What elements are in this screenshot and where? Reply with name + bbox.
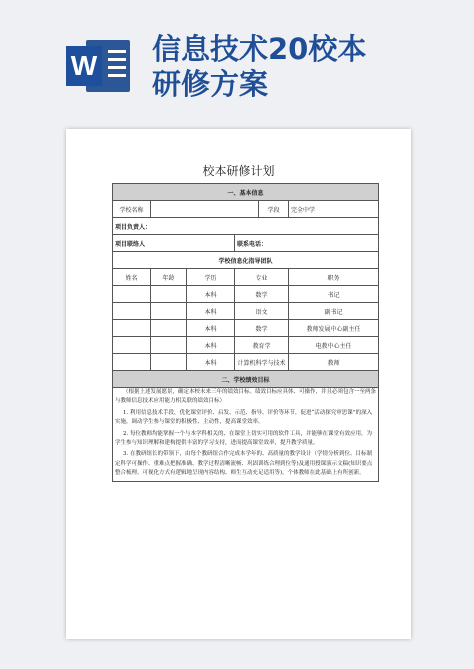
team-post: 电教中心主任: [289, 337, 379, 354]
project-contact-label: 项目联络人: [113, 235, 235, 252]
stage-label: 学段: [259, 201, 289, 218]
school-name-value: [151, 201, 259, 218]
team-edu: 本科: [187, 303, 235, 320]
team-edu: 本科: [187, 320, 235, 337]
stage-value: 完全中学: [289, 201, 379, 218]
team-post: 教师: [289, 354, 379, 371]
team-major: 语文: [235, 303, 289, 320]
goal-item: 2. 每位教师均能掌握一个与本学科相关的、在课堂上切实可用的软件工具，并能够在课堂有效应用，为学生参与知识理解和建构提供丰富的学习支持，进而提高课堂效率，提升教学质量。: [115, 430, 372, 447]
table-row: [113, 303, 379, 320]
table-row: [113, 286, 379, 303]
table-row: [113, 320, 379, 337]
team-major: 数学: [235, 286, 289, 303]
team-edu: 本科: [187, 354, 235, 371]
table-row: [113, 337, 379, 354]
document-preview: [66, 129, 411, 639]
team-header: 年龄: [151, 269, 187, 286]
team-edu: 本科: [187, 337, 235, 354]
goals-intro: （根据上述发展愿景，确定本校未来三年的绩效目标。绩效目标应具体、可操作，并且必须包含一至两条与教师信息技术应用能力相关联的绩效目标）: [115, 389, 377, 405]
table-row: [113, 354, 379, 371]
school-name-label: 学校名称: [113, 201, 151, 218]
team-header: 姓名: [113, 269, 151, 286]
goals-text: [113, 388, 379, 482]
word-letter-badge: W: [66, 46, 102, 86]
team-post: 书记: [289, 286, 379, 303]
team-header-row: [113, 269, 379, 286]
team-post: 副书记: [289, 303, 379, 320]
banner-title-line2: 研修方案: [152, 67, 269, 101]
team-major: 数学: [235, 320, 289, 337]
team-major: 教育学: [235, 337, 289, 354]
section-performance-goals: 二、学校绩效目标: [113, 371, 379, 388]
word-document-icon: [66, 40, 130, 92]
team-title: 学校信息化指导团队: [113, 252, 379, 269]
project-leader-label: 项目负责人：: [113, 218, 379, 235]
team-major: 计算机科学与技术: [235, 354, 289, 371]
goal-item: 1. 利用信息技术手段，优化课堂评价、启发、示范、指导、评价等环节，促进“活动探究审思课”的深入实施，调动学生参与课堂的积极性、主动性，提高课堂效率。: [115, 409, 373, 426]
document-title: 校本研修计划: [202, 164, 275, 178]
plan-form-table: [112, 183, 379, 482]
team-edu: 本科: [187, 286, 235, 303]
team-header: 专业: [235, 269, 289, 286]
banner-title: [152, 32, 366, 102]
header-banner: [0, 0, 474, 118]
team-header: 学历: [187, 269, 235, 286]
section-basic-info: 一、基本信息: [113, 184, 379, 201]
team-header: 职务: [289, 269, 379, 286]
team-post: 教师发展中心副主任: [289, 320, 379, 337]
contact-phone-label: 联系电话：: [235, 235, 379, 252]
goal-item: 3. 在教研组长的带领下，由每个教研组合作完成本学年的、高质量的教学设计（学情分析到位、目标制定科学可操作、重难点把握准确、教学过程清晰流畅、巩固训练合理到位等)及通用授课演示文稿(知识要点整合梳理、可视化方式有逻辑地呈现内容结构、师生互动充足适用等)，个体教师在此基础上有所创新。: [115, 451, 373, 477]
banner-title-line1: 信息技术20校本: [152, 32, 367, 66]
